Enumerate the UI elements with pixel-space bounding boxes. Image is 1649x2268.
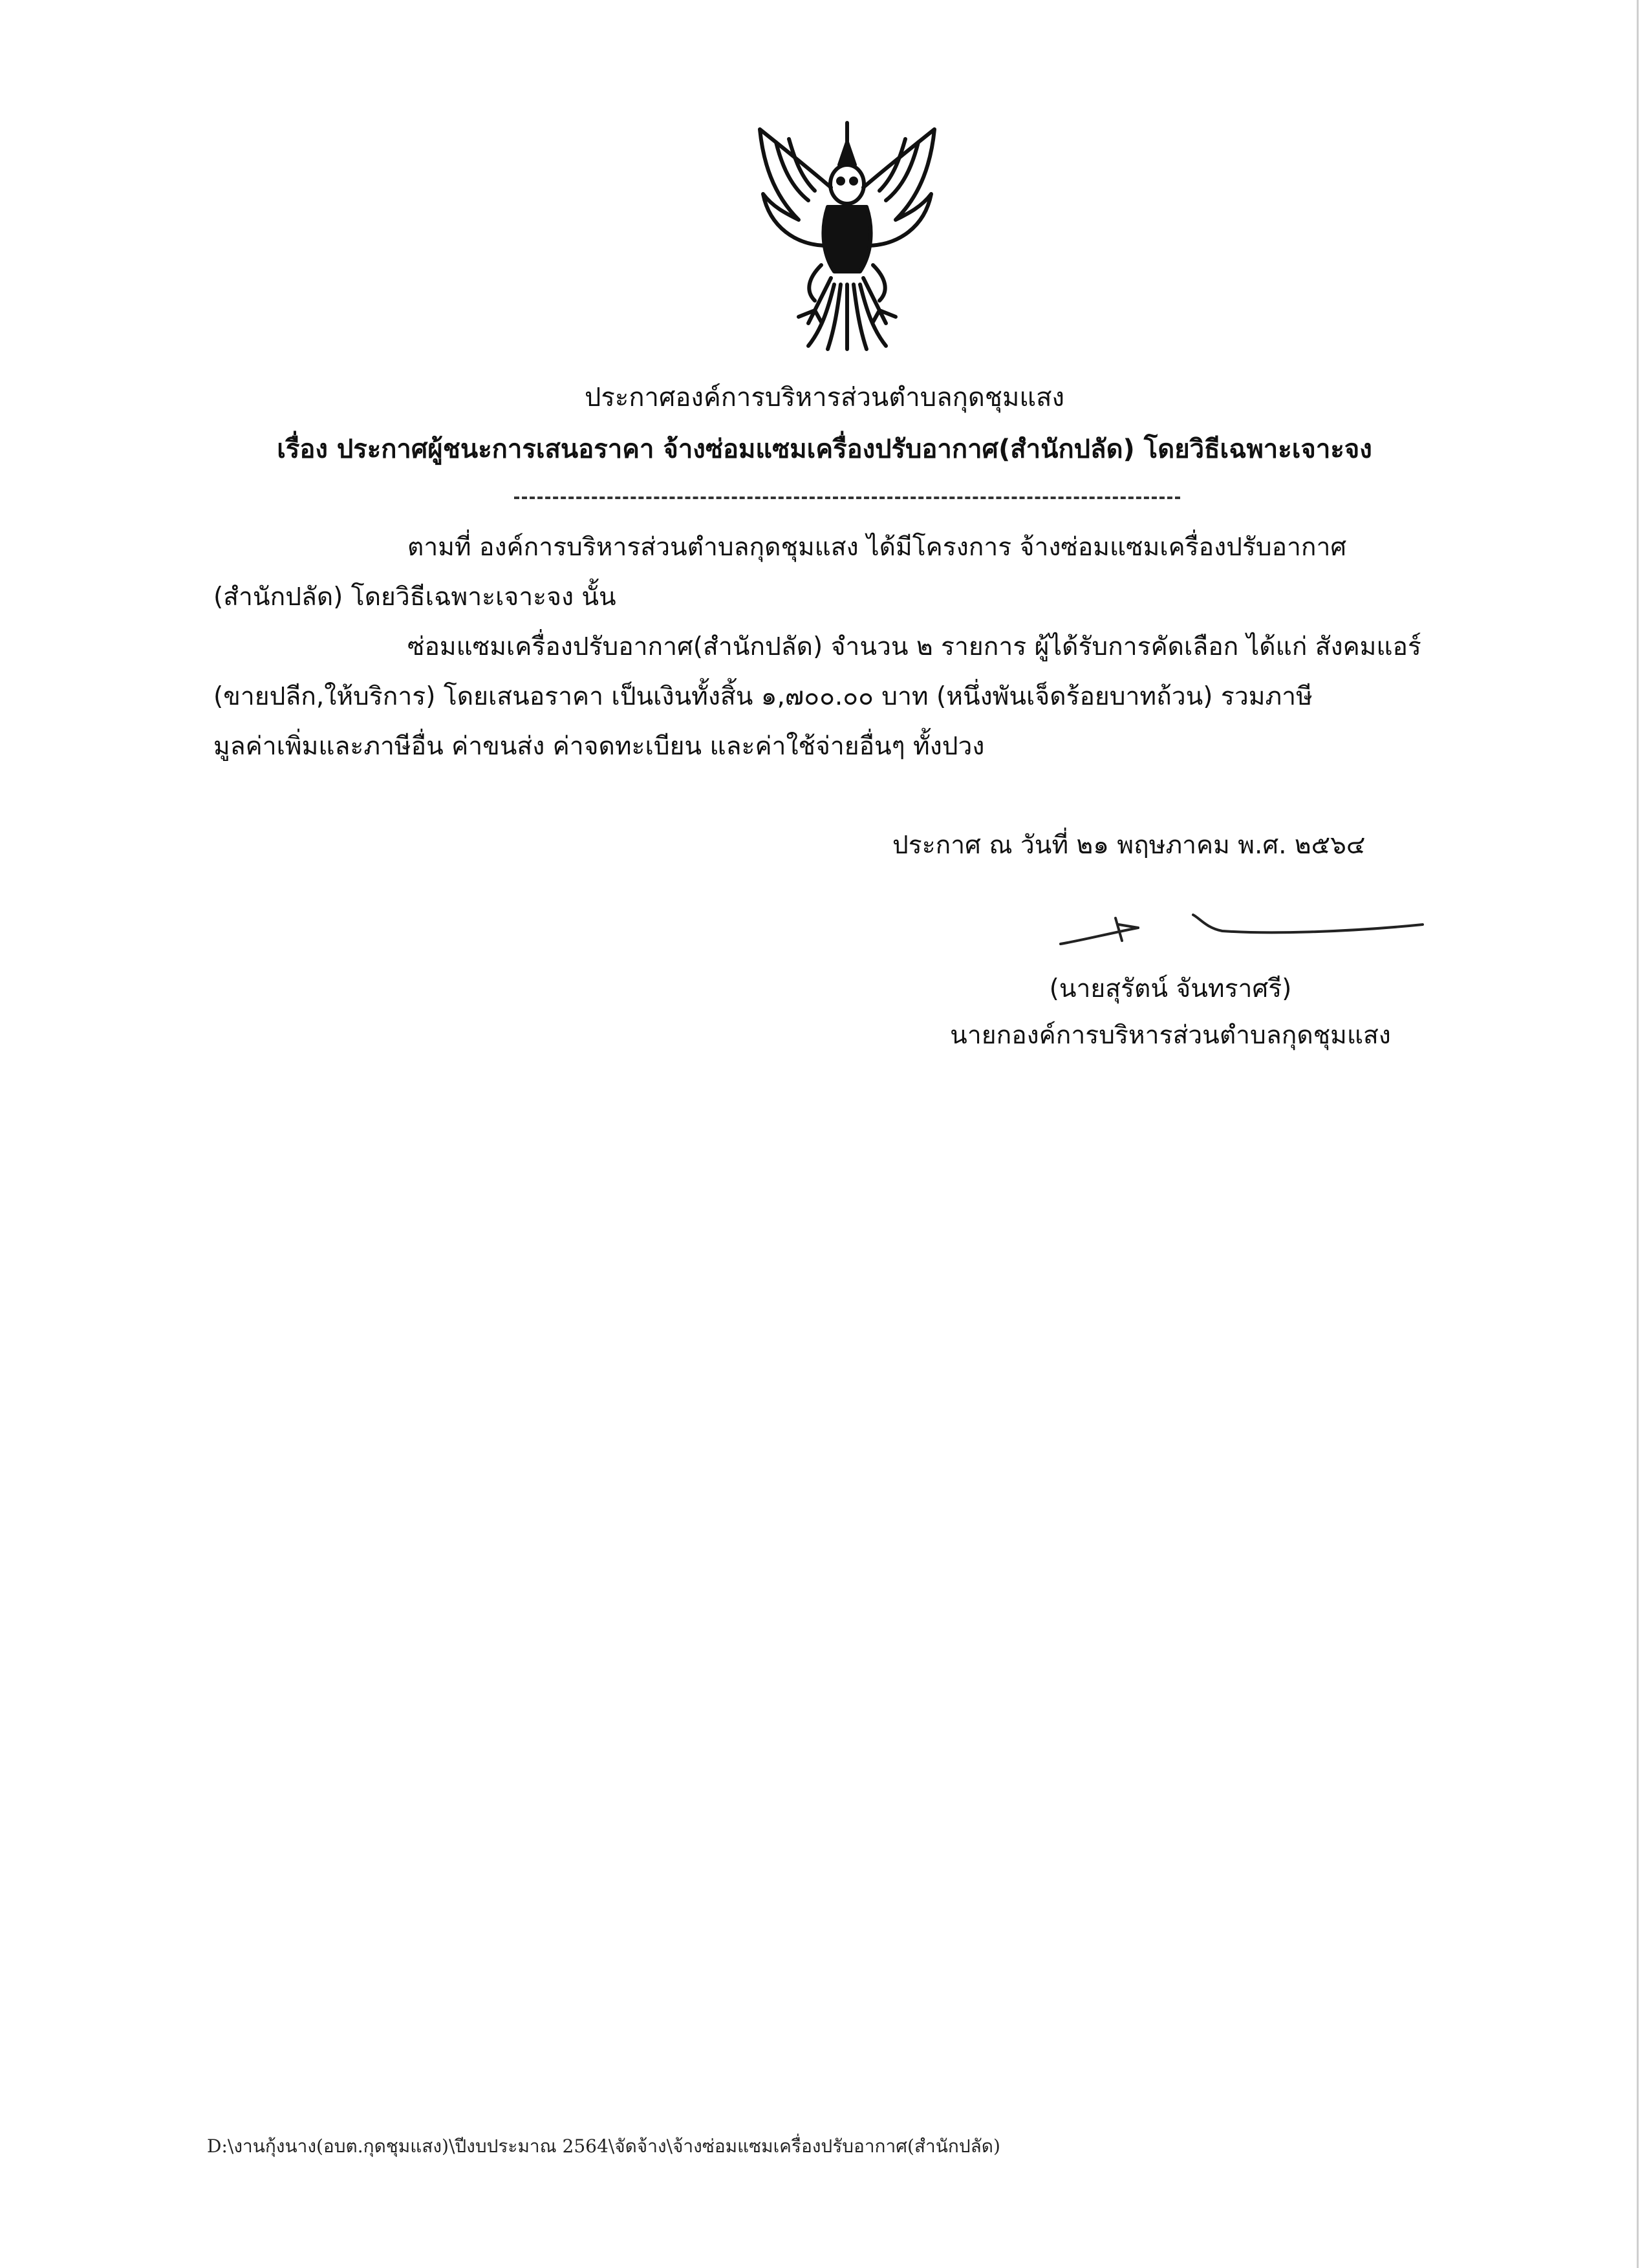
paragraph-1-line-1: ตามที่ องค์การบริหารส่วนตำบลกุดชุมแสง ได้มีโครงการ จ้างซ่อมแซมเครื่องปรับอากาศ	[407, 533, 1347, 562]
signer-name: (นายสุรัตน์ จันทราศรี)	[1049, 974, 1292, 1003]
page-edge	[1637, 0, 1639, 2268]
paragraph-2-line-2: (ขายปลีก,ให้บริการ) โดยเสนอราคา เป็นเงินทั้งสิ้น ๑,๗๐๐.๐๐ บาท (หนึ่งพันเจ็ดร้อยบาทถ้วน) รวมภาษี	[213, 682, 1313, 711]
garuda-emblem	[737, 116, 957, 356]
document-subject: เรื่อง ประกาศผู้ชนะการเสนอราคา จ้างซ่อมแซมเครื่องปรับอากาศ(สำนักปลัด) โดยวิธีเฉพาะเจาะจง	[277, 434, 1372, 464]
paragraph-2-line-3: มูลค่าเพิ่มและภาษีอื่น ค่าขนส่ง ค่าจดทะเบียน และค่าใช้จ่ายอื่นๆ ทั้งปวง	[213, 732, 985, 761]
announcement-date: ประกาศ ณ วันที่ ๒๑ พฤษภาคม พ.ศ. ๒๕๖๔	[892, 831, 1366, 860]
document-title: ประกาศองค์การบริหารส่วนตำบลกุดชุมแสง	[584, 383, 1065, 412]
file-path-footer: D:\งานกุ้งนาง(อบต.กุดชุมแสง)\ปีงบประมาณ 2564\จัดจ้าง\จ้างซ่อมแซมเครื่องปรับอากาศ(สำนักปลัด)	[207, 2135, 1000, 2157]
paragraph-2	[213, 622, 1481, 771]
title-divider	[514, 497, 1180, 499]
paragraph-1-line-2: (สำนักปลัด) โดยวิธีเฉพาะเจาะจง นั้น	[213, 583, 616, 612]
paragraph-2-line-1: ซ่อมแซมเครื่องปรับอากาศ(สำนักปลัด) จำนวน ๒ รายการ ผู้ได้รับการคัดเลือก ได้แก่ สังคมแอร์	[407, 632, 1421, 661]
handwritten-signature	[1054, 905, 1442, 957]
paragraph-1	[213, 522, 1481, 622]
signer-position: นายกองค์การบริหารส่วนตำบลกุดชุมแสง	[950, 1021, 1391, 1050]
